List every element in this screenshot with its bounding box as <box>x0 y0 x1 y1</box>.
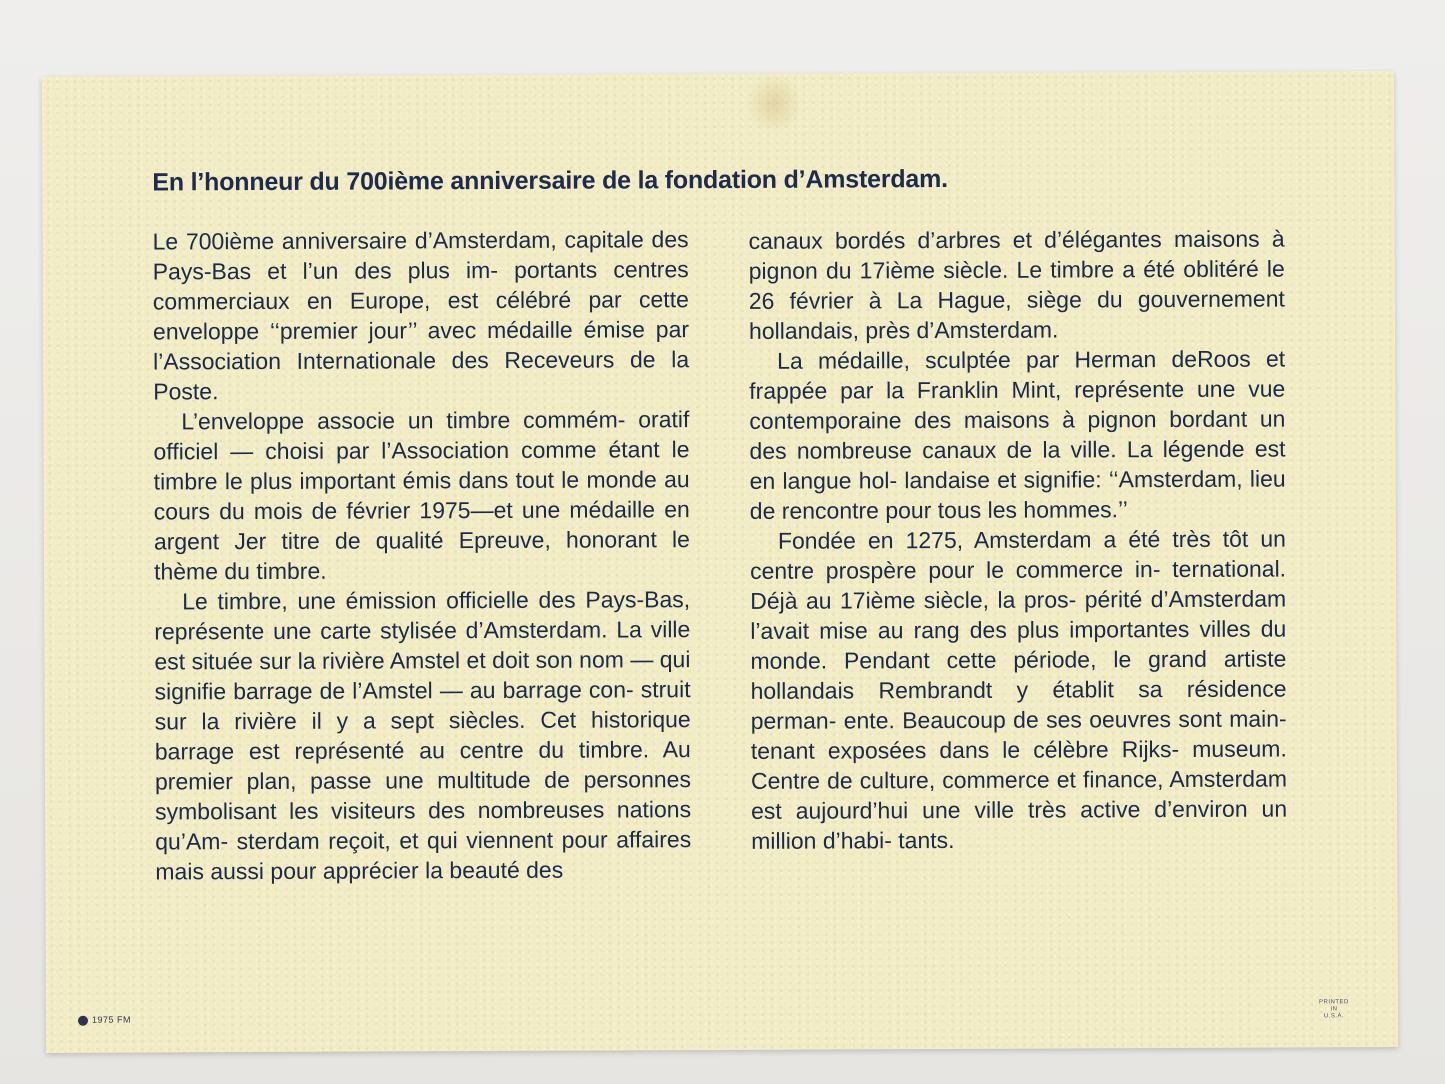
document-title: En l’honneur du 700ième anniversaire de la fondation d’Amsterdam. <box>152 165 948 197</box>
printed-card <box>42 71 1398 1053</box>
left-column <box>153 224 692 886</box>
paragraph: Le timbre, une émission officielle des Pays-Bas, représente une carte stylisée d’Amsterdam. La ville est située sur la rivière Amstel et doit son nom — qui signifie barrage de l’Amstel — au barrage con- struit sur la rivière il y a sept siècles. Cet historique barrage est représenté au centre du timbre. Au premier plan, passe une multitude de personnes symbolisant les visiteurs des nombreuses nations qu’Am- sterdam reçoit, et qui viennent pour affaires mais aussi pour apprécier la beauté des <box>154 586 692 885</box>
printed-line: U.S.A. <box>1323 1013 1345 1020</box>
paper-stain <box>746 74 802 134</box>
paragraph: canaux bordés d’arbres et d’élégantes maisons à pignon du 17ième siècle. Le timbre a été oblitéré le 26 février à La Hague, siège du gouvernement hollandais, près d’Amsterdam. <box>748 225 1285 344</box>
copyright-icon <box>78 1015 88 1025</box>
paragraph: Fondée en 1275, Amsterdam a été très tôt un centre prospère pour le commerce in- ternational. Déjà au 17ième siècle, la pros- périté d’Amsterdam l’avait mise au rang des plus importantes villes du monde. Pendant cette période, le grand artiste hollandais Rembrandt y établit sa résidence perman- ente. Beaucoup de ses oeuvres sont main- tenant exposées dans le célèbre Rijks- museum. Centre de culture, commerce et finance, Amsterdam est aujourd’hui une ville très active d’environ un million d’habi- tants. <box>749 525 1288 854</box>
printed-line: PRINTED <box>1318 999 1349 1006</box>
printed-line: IN <box>1330 1006 1338 1013</box>
printed-in-usa-mark <box>1312 999 1356 1020</box>
paragraph: L’enveloppe associe un timbre commém- oratif officiel — choisi par l’Association comme étant le timbre le plus important émis dans tout le monde au cours du mois de février 1975—et une médaille en argent Jer titre de qualité Epreuve, honorant le thème du timbre. <box>153 406 690 585</box>
copyright-notice <box>78 1015 131 1026</box>
paragraph: Le 700ième anniversaire d’Amsterdam, capitale des Pays-Bas et l’un des plus im- portants centres commerciaux en Europe, est célébré par cette enveloppe ‘‘premier jour’’ avec médaille émise par l’Association Internationale des Receveurs de la Poste. <box>152 226 690 405</box>
right-column <box>749 224 1288 856</box>
paragraph: La médaille, sculptée par Herman deRoos et frappée par la Franklin Mint, représente une vue contemporaine des maisons à pignon bordant un des nombreuse canaux de la ville. La légende est en langue hol- landaise et signifie: ‘‘Amsterdam, lieu de rencontre pour tous les hommes.’’ <box>749 345 1286 524</box>
copyright-text: 1975 FM <box>91 1014 132 1025</box>
